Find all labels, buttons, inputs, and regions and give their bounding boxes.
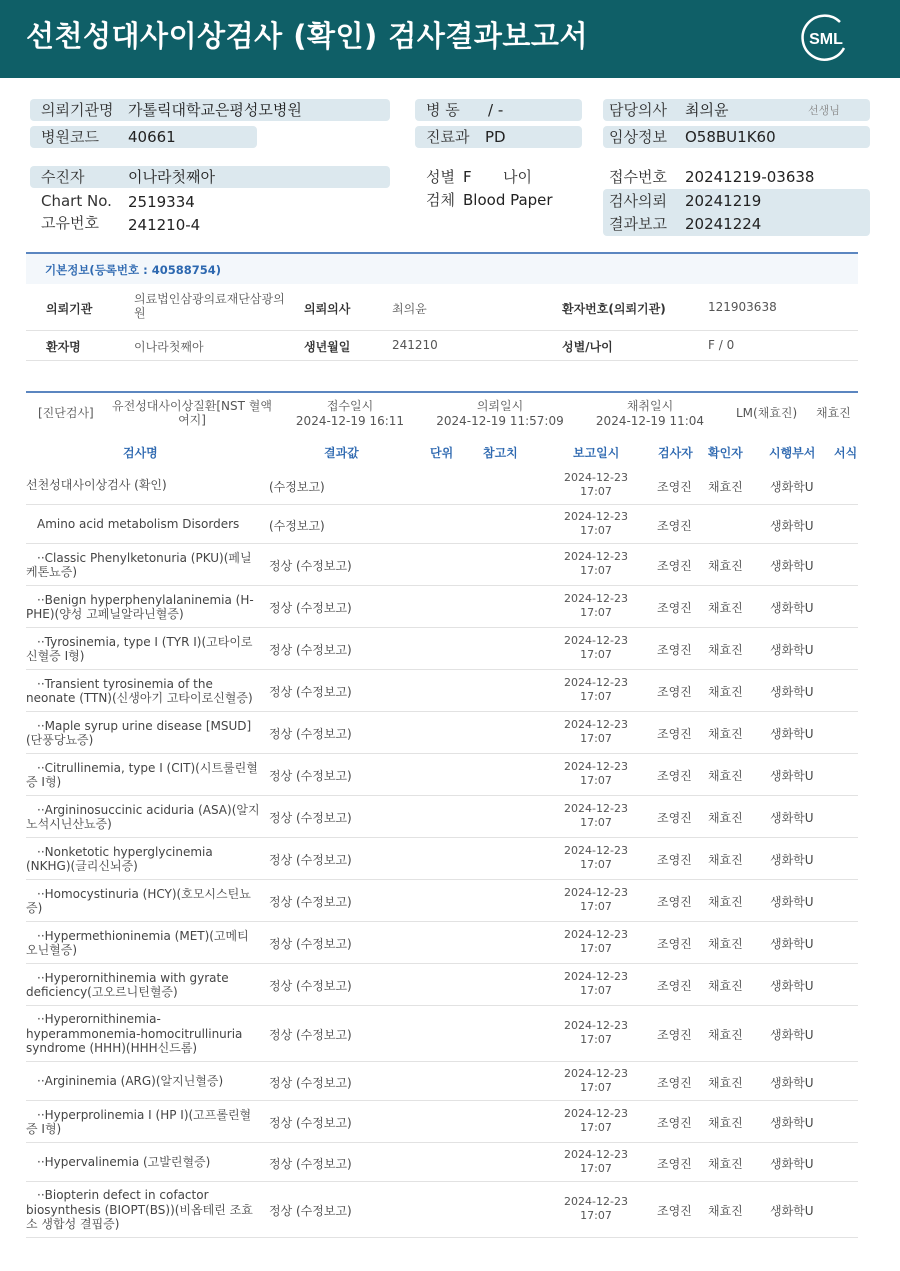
row-tester: 조영진 — [657, 479, 692, 494]
row-tester: 조영진 — [657, 518, 692, 533]
exam-receipt-label: 접수일시 — [326, 399, 374, 413]
col-header-unit: 단위 — [430, 446, 454, 460]
row-report-date: 2024-12-23 — [564, 718, 628, 731]
exam-category: [진단검사] — [38, 406, 94, 420]
row-tester: 조영진 — [657, 853, 692, 867]
basic-pname-label: 환자명 — [46, 340, 81, 354]
row-tester: 조영진 — [657, 685, 692, 699]
uid-label: 고유번호 — [41, 214, 99, 232]
row-dept: 생화학U — [770, 1116, 814, 1130]
row-test-name: ··Hyperprolinemia I (HP I)(고프롤린혈증 I형) — [26, 1107, 252, 1136]
row-test-name: ··Hyperornithinemia-hyperammonemia-homocitrullinuria syndrome (HHH)(HHH신드롬) — [26, 1012, 243, 1055]
row-test-name: ··Hyperornithinemia with gyrate deficiency(고오르니틴혈증) — [26, 970, 229, 999]
basic-info-row-2 — [26, 331, 858, 361]
row-report-time: 17:07 — [580, 774, 612, 787]
table-row — [26, 964, 858, 1006]
ward-label: 병 동 — [426, 101, 460, 119]
exam-request-label: 의뢰일시 — [476, 399, 524, 413]
row-dept: 생화학U — [770, 559, 814, 573]
col-header-result: 결과값 — [324, 446, 359, 460]
row-report-date: 2024-12-23 — [564, 509, 628, 523]
sml-logo — [800, 12, 852, 64]
row-report-time: 17:07 — [580, 1209, 612, 1222]
table-row — [26, 922, 858, 964]
row-test-name: ··Tyrosinemia, type I (TYR I)(고타이로신혈증 I형) — [26, 634, 253, 663]
patient-value: 이나라첫째아 — [128, 168, 215, 186]
row-report-date: 2024-12-23 — [564, 676, 628, 689]
row-checker: 채효진 — [708, 979, 743, 993]
row-result: 정상 (수정보고) — [269, 937, 352, 951]
row-dept: 생화학U — [770, 1075, 814, 1090]
row-tester: 조영진 — [657, 1116, 692, 1130]
sex-value: F — [463, 168, 472, 186]
row-report-date: 2024-12-23 — [564, 470, 628, 484]
exam-top-border — [26, 391, 858, 393]
row-tester: 조영진 — [657, 1075, 692, 1090]
col-header-test-name: 검사명 — [123, 446, 158, 460]
row-result: 정상 (수정보고) — [269, 1204, 352, 1218]
row-report-time: 17:07 — [580, 1161, 612, 1175]
table-row — [26, 670, 858, 712]
dept-value: PD — [485, 128, 506, 146]
row-test-name: ··Benign hyperphenylalaninemia (H-PHE)(양성 고페닐알라닌혈증) — [26, 592, 254, 621]
row-checker: 채효진 — [708, 479, 743, 494]
row-test-name: ··Argininosuccinic aciduria (ASA)(알지노석시닌산뇨증) — [26, 802, 260, 831]
specimen-label: 검체 — [426, 191, 455, 209]
uid-value: 241210-4 — [128, 216, 201, 234]
result-label: 결과보고 — [609, 215, 667, 233]
row-report-time: 17:07 — [580, 484, 612, 498]
basic-org-label: 의뢰기관 — [46, 302, 93, 316]
row-result: 정상 (수정보고) — [269, 979, 352, 993]
basic-sexage-label: 성별/나이 — [562, 340, 613, 354]
table-row — [26, 838, 858, 880]
col-header-checker: 확인자 — [708, 446, 743, 460]
row-tester: 조영진 — [657, 601, 692, 615]
row-report-date: 2024-12-23 — [564, 844, 628, 857]
row-report-time: 17:07 — [580, 523, 612, 537]
row-report-date: 2024-12-23 — [564, 886, 628, 899]
row-tester: 조영진 — [657, 1156, 692, 1171]
doctor-label: 담당의사 — [609, 101, 667, 119]
exam-lm: LM(채효진) — [736, 406, 798, 420]
row-checker: 채효진 — [708, 601, 743, 615]
row-dept: 생화학U — [770, 1028, 814, 1042]
row-tester: 조영진 — [657, 895, 692, 909]
exam-collect-label: 채취일시 — [626, 399, 674, 413]
row-test-name: ··Hypermethioninemia (MET)(고메티오닌혈증) — [26, 928, 249, 957]
table-row — [26, 466, 858, 505]
exam-confirmer: 채효진 — [816, 406, 851, 420]
row-result: 정상 (수정보고) — [269, 1116, 352, 1130]
row-report-time: 17:07 — [580, 942, 612, 955]
row-checker: 채효진 — [708, 1204, 743, 1218]
sex-label: 성별 — [426, 168, 455, 186]
table-row — [26, 1143, 858, 1182]
row-checker: 채효진 — [708, 1075, 743, 1090]
dept-label: 진료과 — [426, 128, 470, 146]
row-result: 정상 (수정보고) — [269, 559, 352, 573]
row-test-name: ··Citrullinemia, type I (CIT)(시트룰린혈증 I형) — [26, 760, 258, 789]
row-result: (수정보고) — [269, 479, 325, 494]
table-row — [26, 1062, 858, 1101]
exam-receipt-time: 2024-12-19 16:11 — [295, 414, 405, 428]
row-report-date: 2024-12-23 — [564, 1107, 628, 1120]
table-row — [26, 586, 858, 628]
results-table-body — [26, 466, 858, 1238]
row-dept: 생화학U — [770, 601, 814, 615]
row-checker: 채효진 — [708, 643, 743, 657]
row-report-date: 2024-12-23 — [564, 550, 628, 563]
report-title: 선천성대사이상검사 (확인) 검사결과보고서 — [26, 19, 588, 53]
row-dept: 생화학U — [770, 937, 814, 951]
row-checker: 채효진 — [708, 769, 743, 783]
row-result: 정상 (수정보고) — [269, 769, 352, 783]
exam-request-time: 2024-12-19 11:57:09 — [436, 414, 564, 428]
col-header-report-time: 보고일시 — [573, 446, 620, 460]
row-result: 정상 (수정보고) — [269, 643, 352, 657]
hosp-code-value: 40661 — [128, 128, 176, 146]
row-result: 정상 (수정보고) — [269, 601, 352, 615]
hosp-code-label: 병원코드 — [41, 128, 99, 146]
row-checker: 채효진 — [708, 811, 743, 825]
row-result: 정상 (수정보고) — [269, 1075, 352, 1090]
row-report-time: 17:07 — [580, 732, 612, 745]
row-test-name: Amino acid metabolism Disorders — [37, 517, 240, 531]
table-row — [26, 796, 858, 838]
row-report-date: 2024-12-23 — [564, 970, 628, 983]
row-result: 정상 (수정보고) — [269, 853, 352, 867]
specimen-value: Blood Paper — [463, 191, 553, 209]
row-report-time: 17:07 — [580, 606, 612, 619]
table-row — [26, 505, 858, 544]
table-row — [26, 544, 858, 586]
row-report-time: 17:07 — [580, 1080, 612, 1094]
table-row — [26, 754, 858, 796]
table-row — [26, 712, 858, 754]
clinical-label: 임상정보 — [609, 128, 667, 146]
col-header-dept: 시행부서 — [769, 446, 816, 460]
row-checker: 채효진 — [708, 853, 743, 867]
row-report-time: 17:07 — [580, 1121, 612, 1134]
row-report-time: 17:07 — [580, 858, 612, 871]
row-test-name: ··Argininemia (ARG)(알지닌혈증) — [37, 1074, 224, 1088]
basic-doc-label: 의뢰의사 — [304, 302, 351, 316]
request-value: 20241219 — [685, 192, 762, 210]
doctor-value: 최의윤 — [685, 101, 729, 119]
row-report-time: 17:07 — [580, 564, 612, 577]
row-dept: 생화학U — [770, 518, 814, 533]
row-report-date: 2024-12-23 — [564, 928, 628, 941]
row-test-name: ··Classic Phenylketonuria (PKU)(페닐케톤뇨증) — [26, 550, 252, 579]
row-tester: 조영진 — [657, 979, 692, 993]
table-row — [26, 628, 858, 670]
row-result: 정상 (수정보고) — [269, 685, 352, 699]
row-dept: 생화학U — [770, 685, 814, 699]
exam-collect-time: 2024-12-19 11:04 — [595, 414, 705, 428]
receipt-label: 접수번호 — [609, 168, 667, 186]
clinical-value: O58BU1K60 — [685, 128, 776, 146]
row-report-time: 17:07 — [580, 690, 612, 703]
ward-value: / - — [488, 101, 504, 119]
row-test-name: ··Transient tyrosinemia of the neonate (TTN)(신생아기 고타이로신혈증) — [26, 676, 253, 705]
row-test-name: ··Biopterin defect in cofactor biosynthesis (BIOPT(BS))(비옵테린 조효소 생합성 결핍증) — [26, 1188, 253, 1231]
basic-info-title: 기본정보(등록번호 : 40588754) — [45, 263, 222, 277]
col-header-reference: 참고치 — [483, 446, 518, 460]
req-org-value: 가톨릭대학교은평성모병원 — [128, 101, 302, 119]
row-checker: 채효진 — [708, 727, 743, 741]
row-test-name: ··Maple syrup urine disease [MSUD](단풍당뇨증) — [26, 718, 252, 747]
row-result: (수정보고) — [269, 518, 325, 533]
basic-pno-value: 121903638 — [708, 300, 777, 314]
row-checker: 채효진 — [708, 559, 743, 573]
result-value: 20241224 — [685, 215, 762, 233]
table-row — [26, 880, 858, 922]
row-report-date: 2024-12-23 — [564, 1147, 628, 1161]
row-report-time: 17:07 — [580, 900, 612, 913]
row-report-date: 2024-12-23 — [564, 802, 628, 815]
basic-dob-label: 생년월일 — [304, 340, 351, 354]
row-tester: 조영진 — [657, 1204, 692, 1218]
row-checker: 채효진 — [708, 1116, 743, 1130]
row-report-date: 2024-12-23 — [564, 760, 628, 773]
row-checker: 채효진 — [708, 685, 743, 699]
row-report-date: 2024-12-23 — [564, 592, 628, 605]
basic-pno-label: 환자번호(의뢰기관) — [562, 302, 666, 316]
row-tester: 조영진 — [657, 937, 692, 951]
row-tester: 조영진 — [657, 643, 692, 657]
row-report-date: 2024-12-23 — [564, 1195, 628, 1208]
row-report-date: 2024-12-23 — [564, 1019, 628, 1032]
basic-sexage-value: F / 0 — [708, 338, 735, 352]
row-report-time: 17:07 — [580, 816, 612, 829]
svg-text:SML: SML — [809, 31, 843, 48]
row-dept: 생화학U — [770, 895, 814, 909]
row-tester: 조영진 — [657, 559, 692, 573]
patient-label: 수진자 — [41, 168, 85, 186]
row-checker: 채효진 — [708, 1028, 743, 1042]
basic-org-value: 의료법인삼광의료재단삼광의원 — [134, 292, 285, 320]
row-dept: 생화학U — [770, 769, 814, 783]
chart-label: Chart No. — [41, 192, 112, 210]
row-dept: 생화학U — [770, 479, 814, 494]
row-tester: 조영진 — [657, 727, 692, 741]
basic-info-row-1 — [26, 284, 858, 331]
row-dept: 생화학U — [770, 1204, 814, 1218]
row-tester: 조영진 — [657, 811, 692, 825]
basic-pname-value: 이나라첫째아 — [134, 340, 204, 354]
row-dept: 생화학U — [770, 1156, 814, 1171]
table-row — [26, 1101, 858, 1143]
row-tester: 조영진 — [657, 1028, 692, 1042]
row-result: 정상 (수정보고) — [269, 727, 352, 741]
exam-test-name: 유전성대사이상질환[NST 혈액여지] — [112, 399, 272, 427]
doctor-suffix: 선생님 — [808, 104, 840, 117]
row-result: 정상 (수정보고) — [269, 1156, 352, 1171]
basic-dob-value: 241210 — [392, 338, 438, 352]
request-label: 검사의뢰 — [609, 192, 667, 210]
row-tester: 조영진 — [657, 769, 692, 783]
row-report-time: 17:07 — [580, 984, 612, 997]
row-report-time: 17:07 — [580, 648, 612, 661]
row-result: 정상 (수정보고) — [269, 1028, 352, 1042]
row-test-name: 선천성대사이상검사 (확인) — [26, 478, 167, 492]
row-report-time: 17:07 — [580, 1033, 612, 1046]
req-org-label: 의뢰기관명 — [41, 101, 114, 119]
col-header-form: 서식 — [834, 446, 858, 460]
row-checker: 채효진 — [708, 1156, 743, 1171]
basic-doc-value: 최의윤 — [392, 302, 427, 316]
report-header — [0, 0, 900, 78]
row-dept: 생화학U — [770, 979, 814, 993]
row-dept: 생화학U — [770, 727, 814, 741]
chart-value: 2519334 — [128, 193, 195, 211]
age-label: 나이 — [503, 168, 532, 186]
row-result: 정상 (수정보고) — [269, 811, 352, 825]
receipt-value: 20241219-03638 — [685, 168, 815, 186]
row-report-date: 2024-12-23 — [564, 1066, 628, 1080]
row-dept: 생화학U — [770, 853, 814, 867]
table-row — [26, 1006, 858, 1062]
row-checker: 채효진 — [708, 937, 743, 951]
col-header-tester: 검사자 — [658, 446, 693, 460]
row-dept: 생화학U — [770, 643, 814, 657]
row-report-date: 2024-12-23 — [564, 634, 628, 647]
row-dept: 생화학U — [770, 811, 814, 825]
row-test-name: ··Hypervalinemia (고발린혈증) — [37, 1155, 211, 1169]
row-checker: 채효진 — [708, 895, 743, 909]
table-row — [26, 1182, 858, 1238]
row-result: 정상 (수정보고) — [269, 895, 352, 909]
row-test-name: ··Homocystinuria (HCY)(호모시스틴뇨증) — [26, 886, 251, 915]
row-test-name: ··Nonketotic hyperglycinemia (NKHG)(글리신뇌증) — [26, 844, 213, 873]
